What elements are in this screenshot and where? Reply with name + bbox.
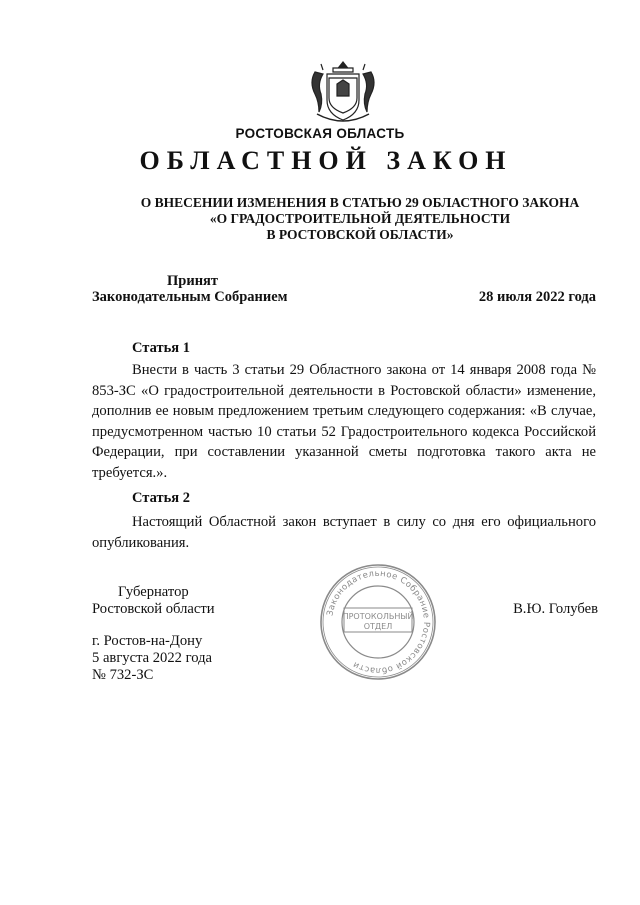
subtitle-line: «О ГРАДОСТРОИТЕЛЬНОЙ ДЕЯТЕЛЬНОСТИ (209, 211, 511, 226)
footer-date: 5 августа 2022 года (92, 650, 212, 666)
signatory-name: В.Ю. Голубев (513, 601, 598, 617)
article-1-text: Внести в часть 3 статьи 29 Областного закона от 14 января 2008 года № 853-ЗС «О градостроительной деятельности в Ростовской области» изменение, дополнив ее новым предложением третьим следующего содержания: «В случае, предусмотренном частью 10 статьи 52 Градостроительного кодекса Российской Федерации, при составлении указанной сметы подготовка такого акта не требуется.». (92, 362, 596, 481)
article-1-title: Статья 1 (132, 340, 190, 356)
footer-number: № 732-ЗС (92, 667, 154, 683)
article-2-text: Настоящий Областной закон вступает в силу со дня его официального опубликования. (92, 514, 596, 551)
signatory-position-line1: Губернатор (118, 584, 189, 600)
region-name: РОСТОВСКАЯ ОБЛАСТЬ (235, 126, 405, 141)
svg-text:ОТДЕЛ: ОТДЕЛ (363, 622, 393, 631)
coat-of-arms-emblem (303, 58, 383, 126)
document-subtitle (100, 195, 620, 243)
subtitle-line: О ВНЕСЕНИИ ИЗМЕНЕНИЯ В СТАТЬЮ 29 ОБЛАСТНОГО ЗАКОНА (140, 195, 580, 210)
official-stamp (318, 562, 438, 682)
adopted-by: Законодательным Собранием (92, 289, 288, 305)
article-2-title: Статья 2 (132, 490, 190, 506)
adopted-date: 28 июля 2022 года (478, 289, 596, 305)
subtitle-line: В РОСТОВСКОЙ ОБЛАСТИ» (266, 227, 454, 242)
signatory-position-line2: Ростовской области (92, 601, 215, 617)
document-title: ОБЛАСТНОЙ ЗАКОН (139, 146, 513, 175)
svg-text:ПРОТОКОЛЬНЫЙ: ПРОТОКОЛЬНЫЙ (342, 612, 414, 621)
svg-text:Законодательное Собрание Росто: Законодательное Собрание Ростовской области (325, 568, 432, 676)
footer-place: г. Ростов-на-Дону (92, 633, 203, 649)
adopted-label: Принят (167, 273, 219, 289)
